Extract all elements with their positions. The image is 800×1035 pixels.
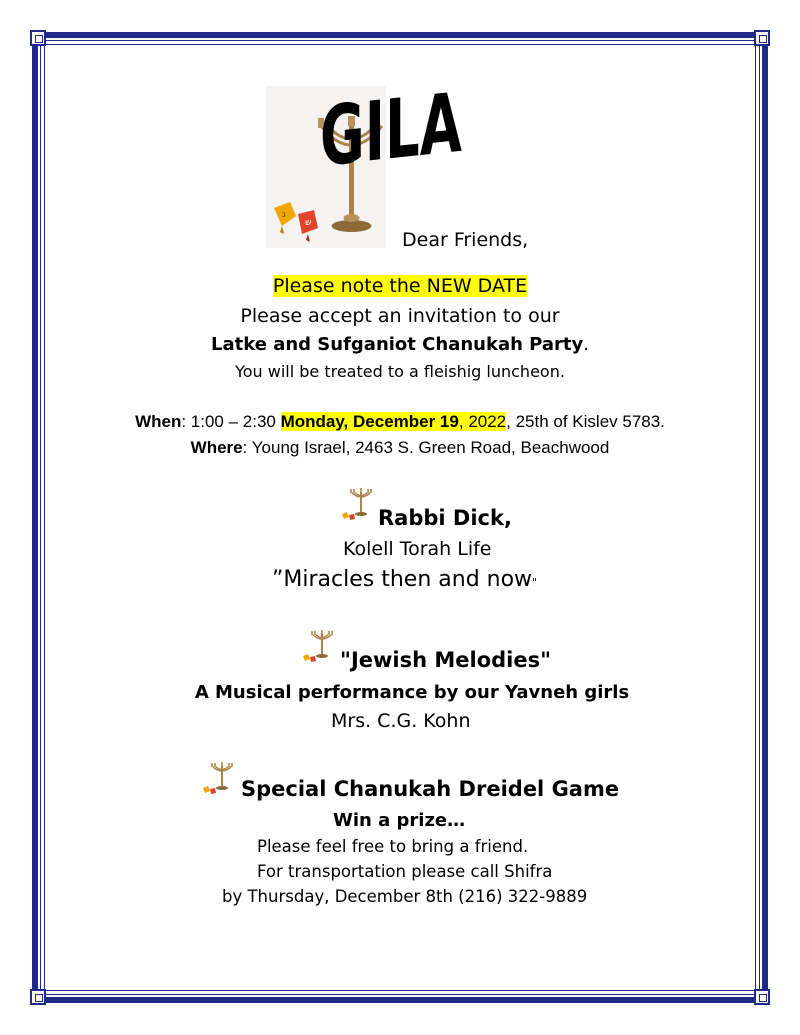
event-date: Monday, December 19: [280, 412, 459, 431]
when-label: When: [135, 412, 182, 431]
invite-line: Please accept an invitation to our: [240, 305, 560, 327]
page-border-line: [759, 40, 760, 995]
game-prize: Win a prize…: [333, 810, 466, 831]
border-corner: [30, 30, 46, 46]
music-director: Mrs. C.G. Kohn: [331, 710, 471, 732]
speaker-topic: Miracles then and now: [283, 567, 533, 592]
svg-text:GILA: GILA: [320, 68, 534, 186]
where-line: [0, 438, 800, 458]
page-border-line: [40, 994, 760, 995]
border-corner: [754, 989, 770, 1005]
menorah-dreidel-icon: [340, 486, 376, 520]
border-corner: [754, 30, 770, 46]
music-title: "Jewish Melodies": [340, 648, 552, 672]
event-year: 2022: [468, 412, 507, 431]
menorah-dreidel-icon: [301, 628, 337, 662]
when-line: [0, 412, 800, 432]
luncheon-line: You will be treated to a fleishig luncheon.: [235, 362, 565, 381]
quote-close: ": [532, 576, 538, 589]
page-border-line: [40, 40, 760, 41]
footer-line-2: For transportation please call Shifra: [257, 862, 553, 881]
svg-text:ג: ג: [282, 210, 286, 220]
party-period: .: [583, 334, 589, 355]
music-subtitle: A Musical performance by our Yavneh girls: [194, 682, 630, 703]
greeting: Dear Friends,: [402, 229, 529, 251]
speaker-name: Rabbi Dick,: [378, 506, 512, 530]
gila-logo: [316, 68, 534, 186]
speaker-topic-line: [272, 567, 537, 592]
menorah-dreidel-icon: [201, 760, 237, 794]
when-time: : 1:00 – 2:30: [181, 412, 281, 431]
highlighted-note: Please note the NEW DATE: [272, 275, 528, 297]
date-comma: ,: [458, 412, 469, 431]
speaker-org: Kolell Torah Life: [343, 538, 492, 560]
where-label: Where: [190, 438, 243, 457]
party-name-line: [0, 334, 800, 355]
footer-line-1: Please feel free to bring a friend.: [257, 837, 529, 856]
when-rest: , 25th of Kislev 5783.: [506, 412, 665, 431]
quote-open: ”: [272, 567, 284, 592]
svg-text:ש: ש: [305, 218, 312, 228]
party-name: Latke and Sufganiot Chanukah Party: [211, 334, 584, 355]
page-border-line: [40, 40, 41, 995]
new-date-note: [0, 275, 800, 297]
footer-line-3: by Thursday, December 8th (216) 322-9889: [222, 887, 588, 906]
where-text: : Young Israel, 2463 S. Green Road, Beachwood: [242, 438, 610, 457]
game-title: Special Chanukah Dreidel Game: [241, 777, 620, 801]
border-corner: [30, 989, 46, 1005]
